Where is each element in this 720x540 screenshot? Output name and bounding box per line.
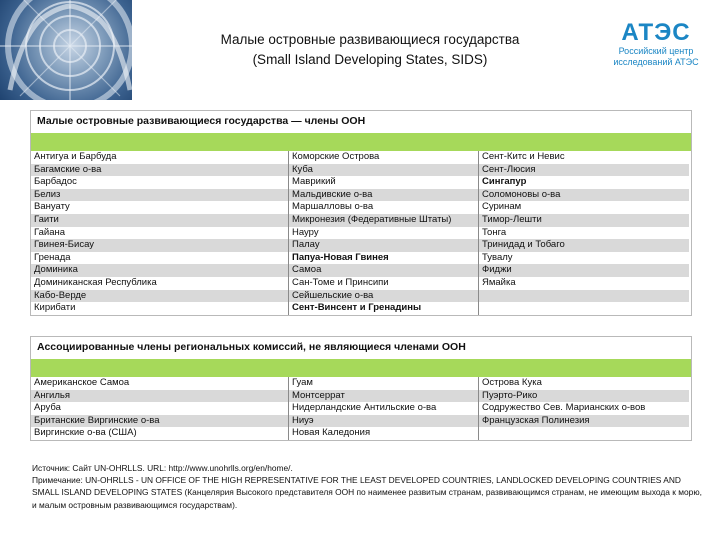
logo-line-2: исследований АТЭС [613,57,699,67]
table-cell [479,290,689,303]
logo-mark: АТЭС [621,19,691,46]
table-cell: Сейшельские о-ва [289,290,479,303]
table-cell: Соломоновы о-ва [479,189,689,202]
apec-center-logo [600,20,712,68]
table-cell: Гаити [31,214,289,227]
logo-line-1: Российский центр [618,46,694,56]
table-cell: Острова Кука [482,377,542,388]
un-emblem-graphic [0,0,132,100]
table-cell: Сент-Китс и Невис [482,151,565,162]
table-cell: Французская Полинезия [479,415,689,428]
associated-members-table [30,336,692,441]
table-cell: Ниуэ [289,415,479,428]
associated-members-heading: Ассоциированные члены региональных комиссий, не являющиеся членами ООН [37,341,466,353]
table-cell: Новая Каледония [289,427,479,440]
title-english: (Small Island Developing States, SIDS) [252,52,488,67]
table-cell: Доминика [31,264,289,277]
table-cell: Сан-Томе и Принсипи [289,277,479,290]
table-cell: Гренада [31,252,289,265]
table-cell: Барбадос [31,176,289,189]
table-cell: Сингапур [482,176,527,188]
table-cell [479,302,689,315]
associated-members-grid [31,377,691,440]
table-cell: Британские Виргинские о-ва [31,415,289,428]
table-cell: Папуа-Новая Гвинея [289,252,479,265]
footnote [32,462,702,511]
table-cell: Багамские о-ва [31,164,289,177]
table-cell: Ангилья [31,390,289,403]
table-cell: Вануату [31,201,289,214]
un-emblem-image [0,0,132,100]
table-header-band [31,359,691,377]
page-title [150,30,590,70]
table-cell: Тимор-Лешти [479,214,689,227]
table-cell: Сент-Винсент и Гренадины [289,302,479,315]
table-cell: Куба [289,164,479,177]
table-cell: Кирибати [31,302,289,315]
table-cell: Кабо-Верде [31,290,289,303]
note-text: Примечание: UN-OHRLLS - UN OFFICE OF THE HIGH REPRESENTATIVE FOR THE LEAST DEVELOPED COUNTRIES, LANDLOCKED DEVELOPING COUNTRIES AND SMALL ISLAND DEVELOPING STATES (Канцелярия Высокого представителя ООН по наименее развитым странам, развивающимся странам, не имеющим выхода к морю, и малым островным развивающимся государствам). [32,475,702,510]
source-text: Источник: Сайт UN-OHRLLS. URL: http://www.unohrlls.org/en/home/. [32,463,293,473]
un-members-grid [31,151,691,315]
table-cell: Монтсеррат [289,390,479,403]
table-cell: Доминиканская Республика [31,277,289,290]
table-cell: Гайана [31,227,289,240]
table-cell: Науру [289,227,479,240]
table-cell: Коморские Острова [289,151,479,164]
table-cell: Самоа [289,264,479,277]
table-cell [479,427,689,440]
table-cell: Маврикий [289,176,479,189]
un-members-table [30,110,692,316]
table-cell: Виргинские о-ва (США) [31,427,289,440]
table-cell: Аруба [31,402,289,415]
table-cell: Микронезия (Федеративные Штаты) [289,214,479,227]
table-cell: Сент-Люсия [479,164,689,177]
table-cell: Нидерландские Антильские о-ва [289,402,479,415]
table-cell: Суринам [482,201,522,213]
table-cell: Палау [289,239,479,252]
table-cell: Ямайка [482,276,516,288]
un-members-heading: Малые островные развивающиеся государства — члены ООН [37,115,366,127]
table-cell: Гуам [289,377,479,390]
table-cell: Белиз [31,189,289,202]
table-cell: Мальдивские о-ва [289,189,479,202]
table-cell: Пуэрто-Рико [479,390,689,403]
table-header-band [31,133,691,151]
table-cell: Тувалу [482,251,513,263]
table-cell: Фиджи [479,264,689,277]
table-cell: Гвинея-Бисау [31,239,289,252]
table-cell: Тринидад и Тобаго [479,239,689,252]
title-russian: Малые островные развивающиеся государства [220,32,520,47]
table-cell: Маршалловы о-ва [289,201,479,214]
table-cell: Содружество Сев. Марианских о-вов [482,402,646,414]
table-cell: Антигуа и Барбуда [31,151,289,164]
table-cell: Американское Самоа [31,377,289,390]
table-cell: Тонга [482,226,507,238]
